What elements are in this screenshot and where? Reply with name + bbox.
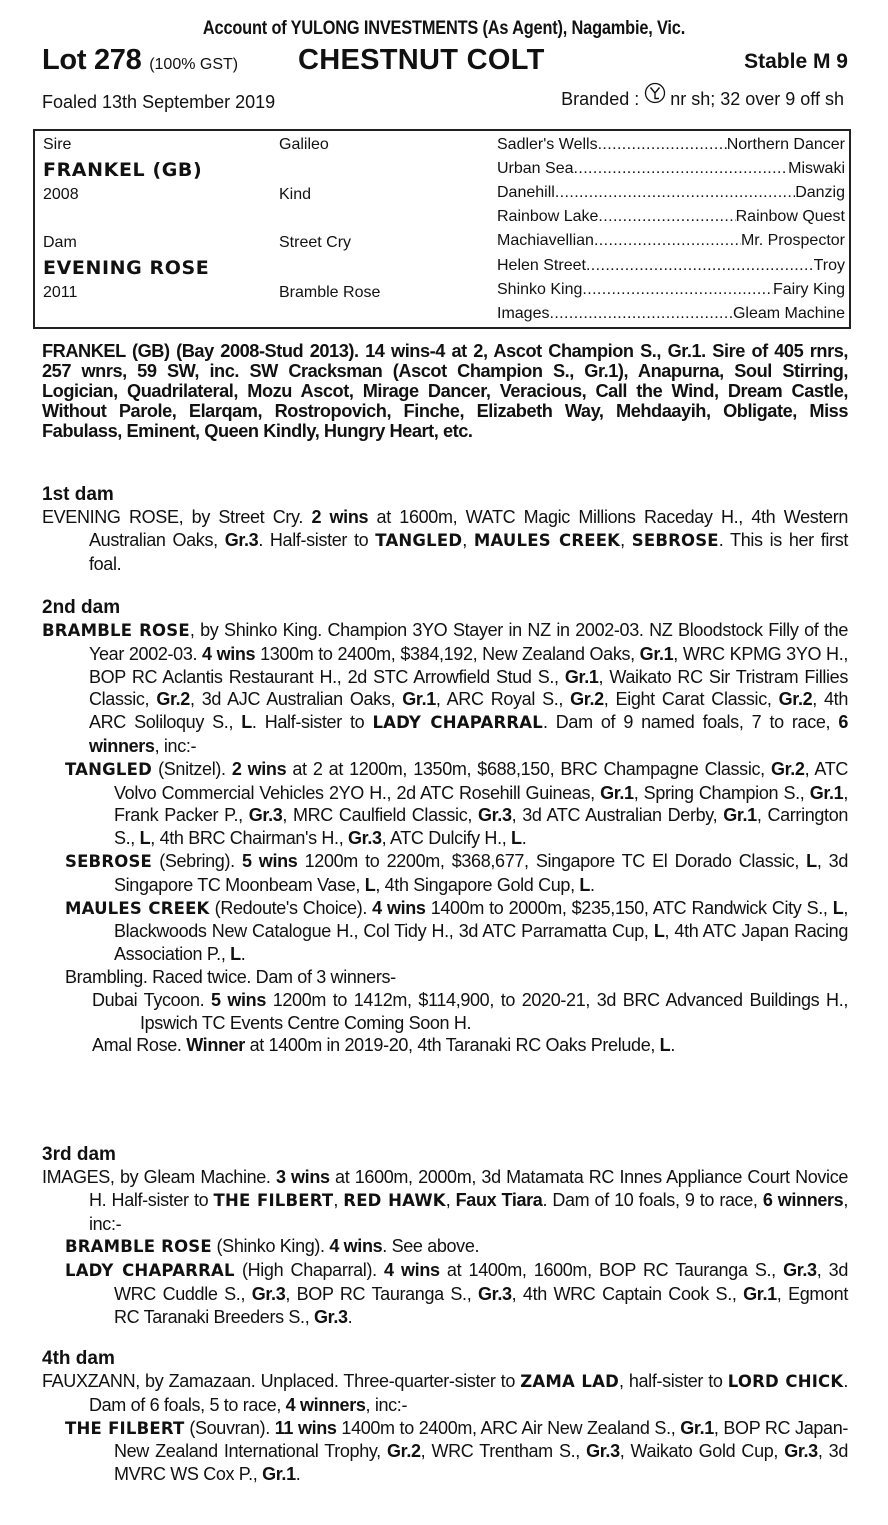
grade: Gr.3 [477,805,512,826]
horse-description: CHESTNUT COLT [298,44,545,76]
text: , ATC Dulcify H., [381,828,512,849]
horse-name: LORD CHICK [727,1372,844,1391]
grade: Gr.3 [251,1283,286,1304]
grade: Gr.1 [402,689,436,710]
sire-dam: Kind [279,186,312,203]
leader-dots [574,160,789,178]
text: , ARC Royal S., [435,689,571,710]
ancestor-left: Rainbow Lake [497,208,599,225]
ancestor-row [497,305,845,323]
text: . [590,874,595,895]
grade: L [806,850,817,871]
text: . Dam of 6 foals, 5 to race, [89,1371,848,1415]
horse-name: SEBROSE [631,530,719,550]
text: . See above. [382,1236,480,1257]
text: , half-sister to [619,1371,728,1391]
ancestor-right: Danzig [795,184,845,201]
dam-dam: Bramble Rose [279,284,381,301]
grade: L [511,828,522,849]
text: , WRC KPMG 3YO H., BOP RC Aclantis Restaurant H., 2d STC Arrowfield Stud S., [89,643,849,687]
grade: Gr.3 [248,805,283,826]
text: , inc:- [365,1394,408,1415]
ancestor-row [497,208,845,226]
wins: Winner [186,1035,245,1056]
horse-name: LADY CHAPARRAL [65,1261,235,1281]
text: (Redoute's Choice). [209,897,373,918]
text: , 4th ARC Soliloquy S., [89,689,848,733]
sire-sire: Galileo [279,136,329,153]
section-heading: 1st dam [42,484,114,505]
ancestor-left: Machiavellian [497,232,594,249]
sire-name: FRANKEL (GB) [43,159,203,181]
text: 1300m to 2400m, $384,192, New Zealand Oaks, [255,643,640,664]
text: (Shinko King). [211,1236,330,1257]
grade: Gr.2 [156,689,190,710]
text: at 2 at 1200m, 1350m, $688,150, BRC Champagne Classic, [286,758,771,779]
text: , Waikato RC Sir Tristram Fillies Classic, [89,666,848,710]
horse-name: MAULES CREEK [473,530,621,550]
text: . [295,1464,301,1485]
text: EVENING ROSE, by Street Cry. [42,507,312,527]
grade: Gr.3 [783,1260,817,1281]
progeny-entry [42,1235,848,1259]
text: , 4th Singapore Gold Cup, [375,874,580,895]
ancestor-right: Mr. Prospector [740,232,845,249]
progeny-entry [42,1259,848,1328]
leader-dots [598,136,727,154]
leader-dots [598,208,735,226]
sire-label: Sire [43,136,72,153]
leader-dots [594,232,741,250]
ancestor-left: Helen Street [497,257,586,274]
grade: Gr.1 [639,643,674,664]
grade: Gr.2 [570,689,604,710]
text: , by Shinko King. Champion 3YO Stayer in NZ in 2002-03. NZ Bloodstock Filly of the Year 2002-03. [89,620,848,664]
ancestor-row [497,257,845,275]
horse-name: Faux Tiara [455,1189,543,1210]
lot-number [42,44,238,77]
winners: 4 winners [285,1394,366,1415]
text: , 3d ATC Australian Derby, [511,805,724,826]
text: 1200m to 2200m, $368,677, Singapore TC El Dorado Classic, [297,850,807,871]
third-dam-section [42,1143,848,1329]
grade: L [832,897,844,918]
grade: Gr.1 [743,1283,777,1304]
horse-name: BRAMBLE ROSE [42,621,190,640]
text: , 3d MVRC WS Cox P., [114,1441,848,1485]
section-heading: 2nd dam [42,597,121,618]
grade: Gr.3 [224,529,259,550]
winners: 6 winners [762,1189,844,1210]
leader-dots [586,257,814,275]
grade: Gr.3 [478,1283,512,1304]
grade: Gr.1 [680,1417,714,1438]
ancestor-right: Miswaki [788,160,845,177]
text: (Sebring). [152,850,242,871]
dam-paragraph [42,1370,848,1417]
ancestor-left: Sadler's Wells [497,136,598,153]
first-dam-section [42,483,848,575]
second-dam-section [42,596,848,1057]
text: . Dam of 10 foals, 9 to race, [542,1189,763,1210]
text: (Snitzel). [151,758,232,779]
progeny-entry [42,758,848,850]
text: , Spring Champion S., [633,782,810,803]
text: , [445,1189,456,1210]
grade: Gr.3 [348,828,382,849]
text: , 4th ATC Japan Racing Association P., [114,921,849,965]
horse-name: ZAMA LAD [520,1372,619,1391]
text: 1200m to 1412m, $114,900, to 2020-21, 3d BRC Advanced Buildings H., Ipswich TC Events Centre Coming Soon H. [140,989,849,1033]
leader-dots [549,305,732,323]
text: Amal Rose. [92,1035,187,1056]
text: , 3d AJC Australian Oaks, [189,689,403,710]
text: at 1600m, WATC Magic Millions Raceday H., 4th Western Australian Oaks, [89,507,849,550]
vendor-account: Account of YULONG INVESTMENTS (As Agent), Nagambie, Vic. [202,18,686,39]
text: at 1600m, 2000m, 3d Matamata RC Innes Appliance Court Novice H. Half-sister to [89,1167,849,1210]
ancestor-left: Urban Sea [497,160,574,177]
dam-paragraph [42,506,848,575]
wins: 4 wins [372,897,426,918]
text: , BOP RC Tauranga S., [285,1283,478,1304]
text: , [620,529,632,550]
pedigree-table [33,129,851,329]
ancestor-right: Troy [813,257,845,274]
text: , WRC Trentham S., [420,1441,587,1462]
ancestor-left: Shinko King [497,281,583,298]
section-heading: 3rd dam [42,1144,116,1165]
text: , Eight Carat Classic, [603,689,779,710]
text: . [521,828,527,849]
text: . Dam of 9 named foals, 7 to race, [542,712,839,733]
grade: Gr.3 [586,1441,620,1462]
text: , 3d WRC Cuddle S., [114,1260,848,1304]
text: , inc:- [154,735,197,756]
wins: 2 wins [231,758,287,779]
horse-name: LADY CHAPARRAL [372,713,543,733]
text: Dubai Tycoon. [92,989,211,1010]
text: , Egmont RC Taranaki Breeders S., [114,1283,848,1327]
leader-dots [555,184,795,202]
wins: 4 wins [384,1260,440,1281]
grade: Gr.1 [809,782,844,803]
grade: Gr.3 [314,1306,348,1327]
grade: Gr.2 [770,758,805,779]
progeny-entry [42,1417,848,1486]
grade: Gr.3 [784,1441,818,1462]
sire-summary: FRANKEL (GB) (Bay 2008-Stud 2013). 14 wins-4 at 2, Ascot Champion S., Gr.1. Sire of 405 rnrs, 257 wnrs, 59 SW, inc. SW Cracksman (Ascot Champion S., Gr.1), Anapurna, Soul Stirring, Logician, Quadrilateral, Mozu Ascot, Mirage Dancer, Veracious, Call the Wind, Dream Castle, Without Parole, Elarqam, Rostropovich, Finche, Elizabeth Way, Mehdaayih, Obligate, Miss Fabulass, Eminent, Queen Kindly, Hungry Heart, etc. [42,341,848,441]
text: , ATC Volvo Commercial Vehicles 2YO H., 2d ATC Rosehill Guineas, [114,758,848,803]
ancestor-right: Rainbow Quest [735,208,845,225]
text: . Half-sister to [258,529,376,550]
grade: Gr.2 [387,1441,421,1462]
text: , Carrington S., [114,805,849,849]
sire-year: 2008 [43,186,79,203]
wins: 4 wins [202,643,256,664]
wins: 4 wins [329,1236,383,1257]
ancestor-left: Images [497,305,550,322]
progeny-entry [42,1034,848,1057]
dam-paragraph [42,619,848,758]
leader-dots [582,281,773,299]
branding-info [561,88,844,110]
grade: Gr.2 [778,689,813,710]
text: , 4th BRC Chairman's H., [150,828,349,849]
text: (Souvran). [184,1417,275,1438]
progeny-entry: Brambling. Raced twice. Dam of 3 winners- [65,966,396,987]
ancestor-left: Danehill [497,184,555,201]
text: , 3d Singapore TC Moonbeam Vase, [114,850,848,895]
branded-detail: nr sh; 32 over 9 off sh [670,88,844,109]
horse-name: THE FILBERT [213,1190,334,1210]
text: . [670,1035,675,1056]
grade: Gr.1 [600,782,634,803]
text: (High Chaparral). [234,1260,385,1281]
text: , 4th WRC Captain Cook S., [511,1283,744,1304]
dam-name: EVENING ROSE [43,257,210,279]
progeny-entry [42,850,848,897]
ancestor-row [497,136,845,154]
lot-label: Lot 278 [42,44,142,76]
progeny-entry [42,897,848,966]
fourth-dam-section [42,1347,848,1486]
circle-y-l-brand-icon [644,82,666,104]
grade: Gr.1 [723,805,757,826]
ancestor-row [497,232,845,250]
ancestor-row [497,184,845,202]
grade: Gr.1 [262,1464,296,1485]
horse-name: BRAMBLE ROSE [65,1237,212,1257]
grade: L [653,921,665,942]
text: , MRC Caulfield Classic, [282,805,478,826]
horse-name: THE FILBERT [65,1418,185,1438]
text: 1400m to 2400m, ARC Air New Zealand S., [336,1417,681,1438]
horse-name: TANGLED [375,530,463,550]
dam-label: Dam [43,234,77,251]
text: . [347,1306,353,1327]
ancestor-row [497,160,845,178]
wins: 5 wins [210,989,266,1010]
text: 1400m to 2000m, $235,150, ATC Randwick City S., [425,897,833,918]
grade: L [579,874,591,895]
wins: 5 wins [241,850,298,871]
grade: L [659,1035,671,1056]
progeny-entry [42,989,848,1035]
horse-name: MAULES CREEK [65,898,210,918]
branded-label: Branded : [561,88,640,109]
wins: 2 wins [311,507,369,527]
text: , [462,529,474,550]
grade: L [139,828,151,849]
stable-location: Stable M 9 [744,50,848,73]
dam-paragraph [42,1166,848,1235]
text: . [240,944,246,965]
text: IMAGES, by Gleam Machine. [42,1167,276,1187]
text: at 1400m in 2019-20, 4th Taranaki RC Oaks Prelude, [244,1035,660,1056]
ancestor-right: Northern Dancer [726,136,845,153]
text: , inc:- [89,1189,848,1234]
gst-note: (100% GST) [149,56,239,73]
grade: L [364,874,376,895]
horse-name: TANGLED [65,759,152,779]
foaled-date: Foaled 13th September 2019 [42,92,276,112]
text: , Waikato Gold Cup, [619,1441,785,1462]
text: . Half-sister to [251,712,373,733]
grade: Gr.1 [564,666,599,687]
ancestor-right: Gleam Machine [732,305,845,322]
text: FAUXZANN, by Zamazaan. Unplaced. Three-quarter-sister to [42,1371,521,1391]
ancestor-right: Fairy King [772,281,845,298]
dam-sire: Street Cry [279,234,352,251]
text: . This is her first foal. [89,529,848,574]
wins: 3 wins [275,1167,330,1187]
grade: L [230,944,241,965]
lot-line [42,44,848,80]
dam-year: 2011 [43,284,78,301]
horse-name: SEBROSE [65,851,153,871]
wins: 11 wins [274,1417,337,1438]
ancestor-row [497,281,845,299]
text: , [333,1189,344,1210]
text: , Blackwoods New Catalogue H., Col Tidy H., 3d ATC Parramatta Cup, [114,897,848,942]
horse-name: RED HAWK [343,1190,446,1210]
text: , BOP RC Japan-New Zealand International Trophy, [114,1417,848,1462]
section-heading: 4th dam [42,1348,115,1369]
grade: L [241,712,252,733]
text: at 1400m, 1600m, BOP RC Tauranga S., [439,1260,784,1281]
winners: 6 winners [89,712,848,756]
text: , Frank Packer P., [114,782,848,826]
